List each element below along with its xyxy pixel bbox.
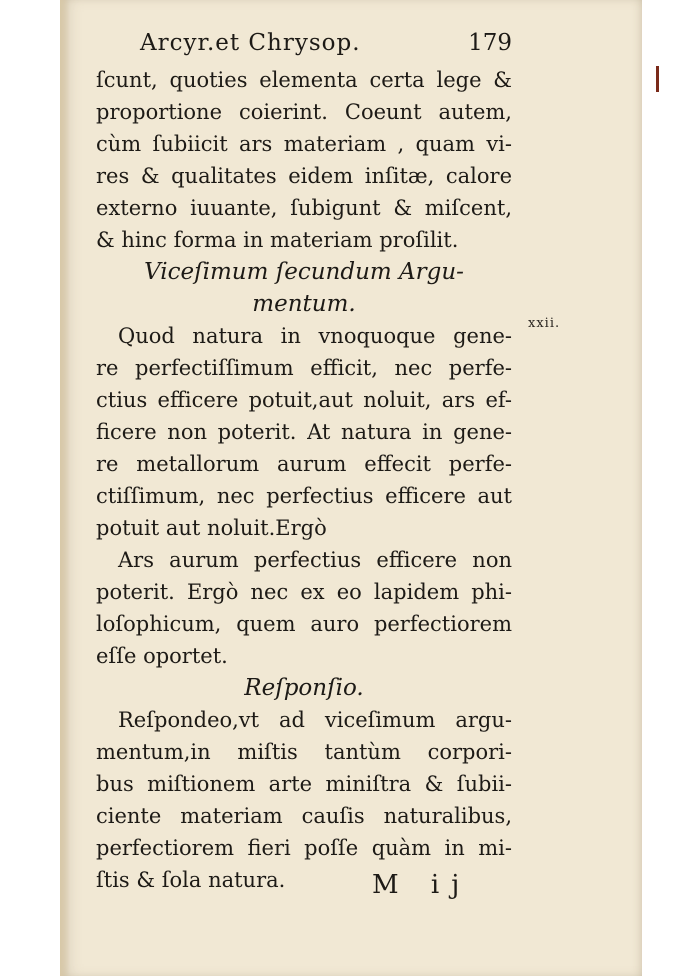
text-line: ciente materiam cauſis naturalibus, bbox=[96, 804, 512, 828]
margin-ink-mark bbox=[656, 66, 659, 92]
text-line: ficere non poterit. At natura in gene- bbox=[96, 420, 512, 444]
page-number: 179 bbox=[468, 30, 512, 56]
text-line: & hinc forma in materiam proſilit. bbox=[96, 228, 459, 252]
text-line: cùm ſubiicit ars materiam , quam vi- bbox=[96, 132, 512, 156]
text-line: res & qualitates eidem inſitæ, calore bbox=[96, 164, 512, 188]
text-line: ſcunt, quoties elementa certa lege & bbox=[96, 68, 512, 92]
text-line: mentum,in miſtis tantùm corpori- bbox=[96, 740, 512, 764]
text-line: Ars aurum perfectius efficere non bbox=[118, 548, 512, 572]
text-line: ctiſſimum, nec perfectius efficere aut bbox=[96, 484, 512, 508]
text-line: re metallorum aurum effecit perfe- bbox=[96, 452, 512, 476]
running-title: Arcyr.et Chrysop. bbox=[140, 30, 361, 56]
text-line: ctius efficere potuit,aut noluit, ars ef- bbox=[96, 388, 512, 412]
signature-mark: M ij bbox=[372, 870, 472, 900]
text-line: perfectiorem fieri poſſe quàm in mi- bbox=[96, 836, 512, 860]
text-line: poterit. Ergò nec ex eo lapidem phi- bbox=[96, 580, 512, 604]
running-head bbox=[140, 28, 512, 62]
text-line: eſſe oportet. bbox=[96, 644, 228, 668]
section-heading: Viceſimum ſecundum Argu- bbox=[144, 259, 464, 285]
margin-note: xxii. bbox=[528, 316, 561, 331]
text-line: proportione coierint. Coeunt autem, bbox=[96, 100, 512, 124]
text-line: Quod natura in vnoquoque gene- bbox=[118, 324, 512, 348]
section-heading-cont: mentum. bbox=[252, 291, 356, 317]
responsio-heading: Reſponſio. bbox=[244, 675, 364, 701]
text-line: externo iuuante, ſubigunt & miſcent, bbox=[96, 196, 512, 220]
text-line: ſtis & ſola natura. bbox=[96, 868, 286, 892]
text-line: loſophicum, quem auro perfectiorem bbox=[96, 612, 512, 636]
text-line: bus miſtionem arte miniſtra & ſubii- bbox=[96, 772, 512, 796]
text-line: potuit aut noluit.Ergò bbox=[96, 516, 327, 540]
text-line: Reſpondeo,vt ad viceſimum argu- bbox=[118, 708, 512, 732]
text-line: re perfectiſſimum efficit, nec perfe- bbox=[96, 356, 512, 380]
body-text bbox=[96, 64, 512, 896]
